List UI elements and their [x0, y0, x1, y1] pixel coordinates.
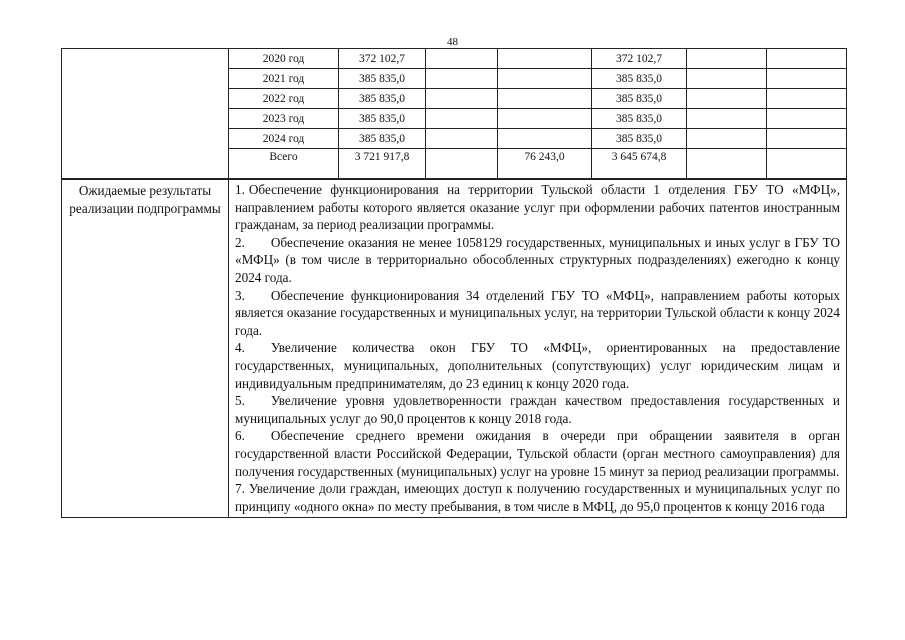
value-cell — [687, 69, 767, 89]
regional-budget-cell: 385 835,0 — [592, 69, 687, 89]
value-cell — [767, 49, 847, 69]
value-cell — [767, 149, 847, 180]
value-cell — [498, 89, 592, 109]
total-label-cell: Всего — [229, 149, 339, 180]
year-cell: 2024 год — [229, 129, 339, 149]
regional-budget-cell: 385 835,0 — [592, 89, 687, 109]
list-item — [235, 480, 840, 515]
item-number: 6. — [235, 428, 245, 444]
item-number: 5. — [235, 393, 245, 409]
item-text: Обеспечение функционирования 34 отделений ГБУ ТО «МФЦ», направлением работы которых является оказание государственных и муниципальных услуг, на территории Тульской области к концу 2024 года. — [235, 287, 840, 338]
results-list — [229, 179, 847, 518]
page-number: 48 — [447, 36, 458, 48]
value-cell — [426, 149, 498, 180]
value-cell — [498, 109, 592, 129]
regional-budget-cell: 372 102,7 — [592, 49, 687, 69]
item-number: 3. — [235, 287, 245, 303]
year-cell: 2023 год — [229, 109, 339, 129]
federal-budget-cell: 76 243,0 — [498, 149, 592, 180]
list-item — [235, 234, 840, 287]
year-cell: 2021 год — [229, 69, 339, 89]
total-cell: 385 835,0 — [339, 109, 426, 129]
value-cell — [498, 69, 592, 89]
expected-results-table — [61, 178, 847, 518]
list-item — [235, 427, 840, 480]
table-row — [62, 49, 847, 69]
value-cell — [687, 89, 767, 109]
regional-budget-cell: 385 835,0 — [592, 129, 687, 149]
finance-table-body — [62, 49, 847, 180]
total-cell: 3 721 917,8 — [339, 149, 426, 180]
results-label: Ожидаемые результаты реализации подпрограммы — [62, 179, 229, 518]
item-text: Обеспечение среднего времени ожидания в очереди при обращении заявителя в орган государственной власти Российской Федерации, Тульской области (орган местного самоуправления) для получения государственных (муниципальных) услуг на уровне 15 минут за период реализации программы. — [235, 428, 840, 479]
value-cell — [687, 149, 767, 180]
item-number: 7. — [235, 481, 245, 497]
value-cell — [767, 129, 847, 149]
empty-label-cell — [62, 49, 229, 180]
regional-budget-cell: 385 835,0 — [592, 109, 687, 129]
value-cell — [426, 109, 498, 129]
item-text: Обеспечение оказания не менее 1058129 государственных, муниципальных и иных услуг в ГБУ ТО «МФЦ» (в том числе в территориально обособленных структурных подразделениях) ежегодно к концу 2024 года. — [235, 234, 840, 285]
value-cell — [767, 89, 847, 109]
value-cell — [426, 49, 498, 69]
year-cell: 2020 год — [229, 49, 339, 69]
value-cell — [426, 69, 498, 89]
list-item — [235, 287, 840, 340]
list-item — [235, 339, 840, 392]
value-cell — [498, 49, 592, 69]
item-number: 4. — [235, 340, 245, 356]
value-cell — [767, 69, 847, 89]
finance-table — [61, 48, 847, 180]
item-number: 2. — [235, 234, 245, 250]
value-cell — [767, 109, 847, 129]
value-cell — [426, 129, 498, 149]
item-text: Увеличение количества окон ГБУ ТО «МФЦ», ориентированных на предоставление государственных, муниципальных, дополнительных (сопутствующих) услуг юридическим лицам и индивидуальным предпринимателям, до 23 единиц к концу 2020 года. — [235, 340, 840, 391]
table-row — [62, 179, 847, 518]
list-item — [235, 392, 840, 427]
value-cell — [498, 129, 592, 149]
total-cell: 385 835,0 — [339, 89, 426, 109]
year-cell: 2022 год — [229, 89, 339, 109]
total-cell: 385 835,0 — [339, 129, 426, 149]
item-number: 1. — [235, 182, 245, 197]
total-cell: 372 102,7 — [339, 49, 426, 69]
list-item — [235, 181, 840, 234]
value-cell — [687, 129, 767, 149]
value-cell — [426, 89, 498, 109]
item-text: Увеличение уровня удовлетворенности граждан качеством предоставления государственных и муниципальных услуг до 90,0 процентов к концу 2018 года. — [235, 393, 840, 426]
item-text: Обеспечение функционирования на территории Тульской области 1 отделения ГБУ ТО «МФЦ», направлением работы которого является оказание услуг при оформлении рабочих патентов иностранным гражданам, за период реализации программы. — [235, 182, 840, 233]
value-cell — [687, 49, 767, 69]
item-text: Увеличение доли граждан, имеющих доступ к получению государственных и муниципальных услуг по принципу «одного окна» по месту пребывания, в том числе в МФЦ, до 95,0 процентов к концу 2016 года — [235, 481, 840, 514]
total-cell: 385 835,0 — [339, 69, 426, 89]
regional-budget-cell: 3 645 674,8 — [592, 149, 687, 180]
value-cell — [687, 109, 767, 129]
